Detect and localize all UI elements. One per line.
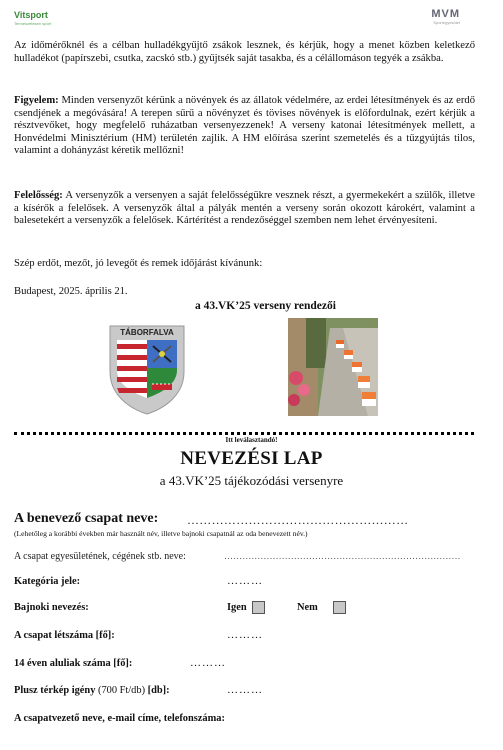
no-label: Nem — [297, 602, 318, 613]
team-name-field[interactable]: ……………………………………………… — [187, 513, 409, 527]
extra-map-label-bold: Plusz térkép igény — [14, 685, 96, 696]
cut-line — [14, 432, 474, 435]
responsibility-heading: Felelősség: — [14, 190, 63, 201]
team-size-label: A csapat létszáma [fő]: — [14, 630, 115, 641]
vitsport-logo-text: Vitsport — [14, 10, 48, 20]
under14-label: 14 éven aluliak száma [fő]: — [14, 658, 133, 669]
team-size-field[interactable]: ……… — [227, 629, 263, 641]
extra-map-field[interactable]: ……… — [227, 684, 263, 696]
date-place: Budapest, 2025. április 21. — [14, 286, 128, 297]
crest-text: TÁBORFALVA — [120, 328, 174, 337]
responsibility-paragraph — [14, 190, 475, 228]
association-label: A csapat egyesületének, cégének stb. neve: — [14, 551, 186, 562]
under14-field[interactable]: ……… — [190, 657, 226, 669]
team-name-label: A benevező csapat neve: — [14, 511, 159, 526]
organizers-title: a 43.VK’25 verseny rendezői — [195, 300, 336, 312]
waste-paragraph: Az időmérőknél és a célban hulladékgyűjtő zsákok lesznek, és kérjük, hogy a menet közben keletkező hulladékot (papírszebi, csutka, zacskó stb.) gyűjtsék saját tasakba, és a célállomáson tegyék a zsákba. — [14, 40, 475, 64]
attention-text: Minden versenyzőt kérünk a növények és az állatok védelmére, az erdei létesítmények és az erdő csendjének a megóvására! A terepen sűrű a növényzet és tövises növények is előfordulnak, ezért kérjük a résztvevőket, hogy megfelelő ruházatban versenyezzenek! A verseny katonai létesítmények mellett, a Honvédelmi Minisztérium (HM) területén zajlik. A HM előírása szerint szemetelés és a tűzgyújtás tilos, valamint a dohányzást kéretik mellőzni! — [14, 95, 475, 157]
wishes-paragraph: Szép erdőt, mezőt, jó levegőt és remek időjárást kívánunk: — [14, 258, 263, 269]
attention-heading: Figyelem: — [14, 95, 59, 106]
extra-map-label — [14, 685, 170, 696]
extra-map-price: (700 Ft/db) — [95, 685, 146, 696]
no-checkbox[interactable] — [333, 601, 346, 614]
entry-form-subtitle: a 43.VK’25 tájékozódási versenyre — [159, 473, 344, 488]
category-field[interactable]: ……… — [227, 575, 263, 587]
team-name-note: (Lehetőleg a korábbi években már használt név, illetve bajnoki csapatnál az oda benevezett név.) — [14, 529, 308, 538]
responsibility-text: A versenyzők a versenyen a saját felelősségükre vesznek részt, a gyermekekért a szülők, illetve a kísérők a felelősek. A versenyzők által a pályák mentén a verseny során okozott károkért, valamint a balesetekért a versenyzők a felelősek. Kártérítést a rendezőséggel szemben nem lehet érvényesíteni. — [14, 190, 475, 227]
mvm-logo — [431, 8, 460, 25]
yes-label: Igen — [227, 602, 247, 613]
championship-label: Bajnoki nevezés: — [14, 602, 89, 613]
yes-checkbox[interactable] — [252, 601, 265, 614]
cut-label: Itt leválasztandó! — [225, 436, 278, 444]
team-leader-label: A csapatvezető neve, e-mail címe, telefonszáma: — [14, 713, 225, 724]
course-photo — [288, 318, 378, 416]
vitsport-logo — [14, 10, 51, 26]
attention-paragraph — [14, 95, 475, 158]
mvm-logo-sub: Sportegyesület — [433, 20, 460, 25]
entry-form-title: NEVEZÉSI LAP — [180, 448, 323, 469]
vitsport-logo-sub: Természetesen sport — [14, 21, 52, 26]
category-label: Kategória jele: — [14, 576, 81, 587]
taborfalva-crest — [108, 322, 186, 416]
mvm-logo-text: MVM — [431, 8, 460, 20]
association-field[interactable]: …………………………………………………………………… — [224, 551, 461, 561]
extra-map-unit: [db]: — [145, 685, 170, 696]
